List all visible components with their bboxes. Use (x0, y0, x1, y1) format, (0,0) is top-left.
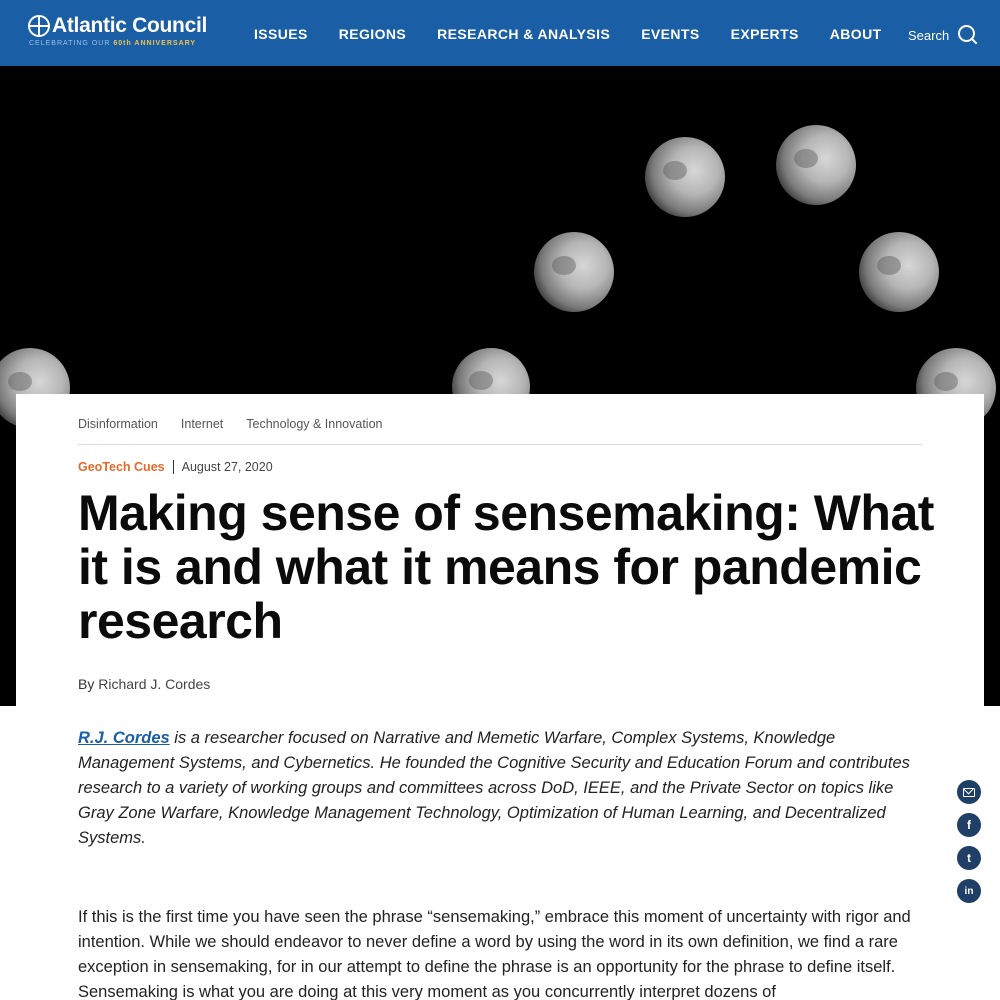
author-link[interactable]: Richard J. Cordes (98, 676, 211, 692)
share-linkedin-button[interactable] (957, 879, 981, 903)
nav-events[interactable]: EVENTS (641, 26, 700, 42)
article-paragraph: If this is the first time you have seen the phrase “sensemaking,” embrace this moment of uncertainty with rigor and intention. While we should endeavor to never define a word by using the word in its own definition, we find a rare exception in sensemaking, for in our attempt to define the phrase is an opportunity for the phrase to define itself. Sensemaking is what you are doing at this very moment as you concurrently interpret dozens of (78, 908, 911, 1000)
article-title: Making sense of sensemaking: What it is and what it means for pandemic research (78, 485, 934, 649)
article-header-card (16, 394, 984, 714)
publish-date: August 27, 2020 (181, 460, 273, 474)
article-meta (78, 460, 273, 474)
search-label: Search (908, 27, 950, 43)
divider (78, 444, 922, 445)
moon-image (534, 232, 614, 312)
globe-icon (28, 15, 50, 37)
logo-name: Atlantic Council (52, 14, 208, 37)
nav-experts[interactable]: EXPERTS (730, 26, 799, 42)
author-bio (78, 726, 918, 851)
atlantic-council-logo[interactable] (28, 13, 228, 53)
bio-author-link[interactable]: R.J. Cordes (78, 729, 170, 747)
logo-tagline: CELEBRATING OUR 60th ANNIVERSARY (29, 40, 197, 47)
share-facebook-button[interactable] (957, 813, 981, 837)
byline-prefix: By (78, 676, 95, 692)
moon-image (859, 232, 939, 312)
nav-issues[interactable]: ISSUES (254, 26, 308, 42)
topic-tags (78, 417, 406, 431)
topic-disinformation[interactable]: Disinformation (78, 417, 158, 431)
series-link[interactable]: GeoTech Cues (78, 460, 174, 474)
search-button[interactable] (908, 24, 979, 46)
site-header (0, 0, 1000, 66)
topic-technology-innovation[interactable]: Technology & Innovation (246, 417, 383, 431)
share-bar (957, 780, 981, 912)
topic-internet[interactable]: Internet (180, 417, 224, 431)
nav-research-analysis[interactable]: RESEARCH & ANALYSIS (437, 26, 611, 42)
nav-about[interactable]: ABOUT (829, 26, 882, 42)
facebook-icon: f (967, 818, 971, 832)
moon-image (776, 125, 856, 205)
search-icon (957, 24, 979, 46)
twitter-icon: t (967, 851, 971, 865)
bio-text: is a researcher focused on Narrative and Memetic Warfare, Complex Systems, Knowledge Management Systems, and Cybernetics. He founded the Cognitive Security and Education Forum and contributes research to a variety of working groups and committees across DoD, IEEE, and the Private Sector on topics like Gray Zone Warfare, Knowledge Management Technology, Optimization of Human Learning, and Decentralized Systems. (78, 729, 910, 847)
linkedin-icon: in (964, 885, 974, 897)
byline (78, 676, 210, 692)
moon-image (645, 137, 725, 217)
mail-icon (963, 788, 975, 797)
share-twitter-button[interactable] (957, 846, 981, 870)
main-nav (254, 26, 913, 44)
nav-regions[interactable]: REGIONS (338, 26, 407, 42)
share-email-button[interactable] (957, 780, 981, 804)
